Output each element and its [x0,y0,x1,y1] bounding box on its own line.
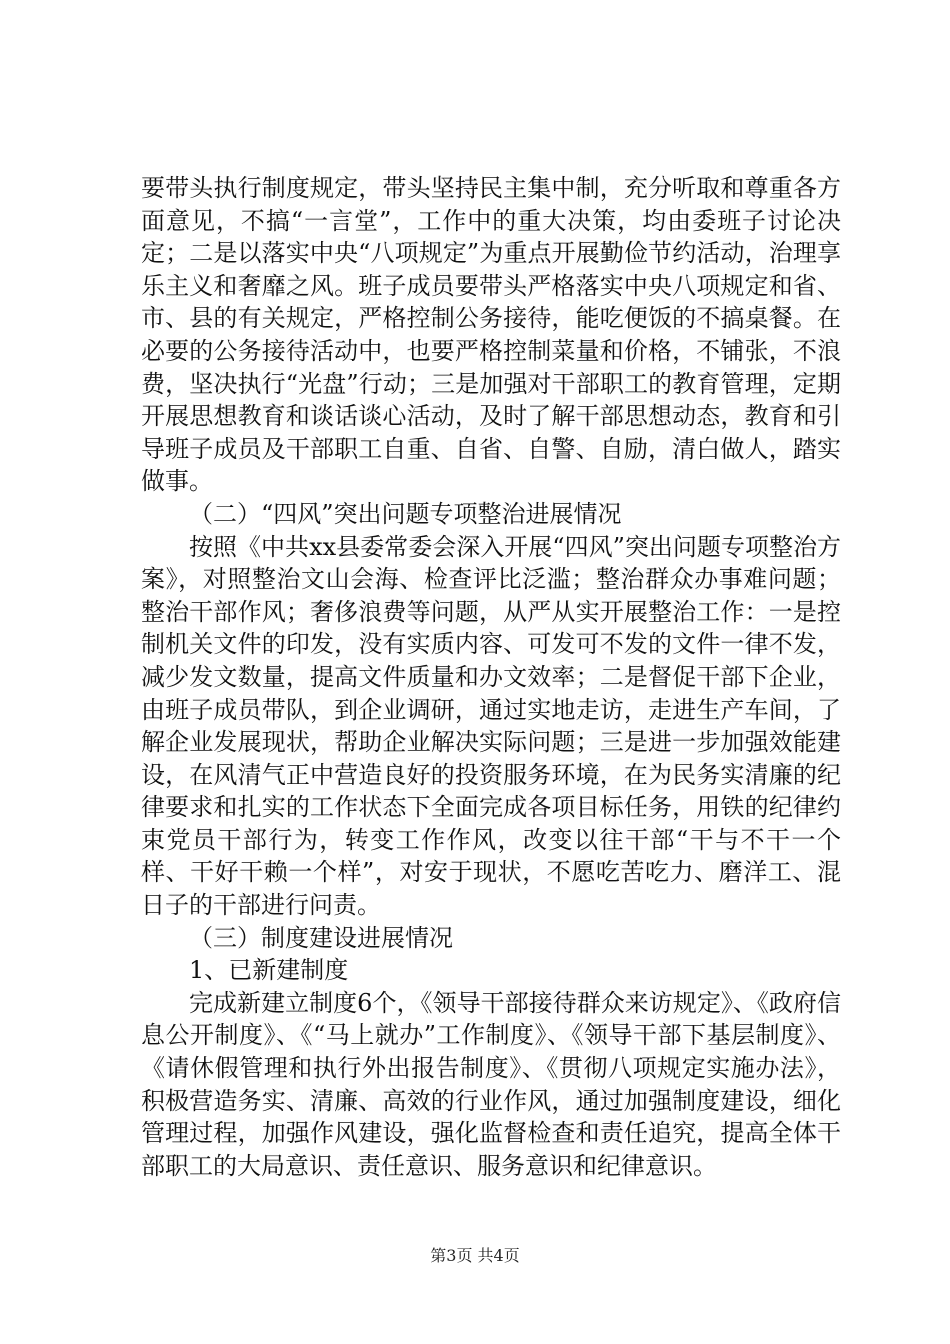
paragraph-leadership-discipline: 要带头执行制度规定，带头坚持民主集中制，充分听取和尊重各方面意见，不搞“一言堂”，工作中的重大决策，均由委班子讨论决定；二是以落实中央“八项规定”为重点开展勤俭节约活动，治理享乐主义和奢靡之风。班子成员要带头严格落实中央八项规定和省、市、县的有关规定，严格控制公务接待，能吃便饭的不搞桌餐。在必要的公务接待活动中，也要严格控制菜量和价格，不铺张，不浪费，坚决执行“光盘”行动；三是加强对干部职工的教育管理，定期开展思想教育和谈话谈心活动，及时了解干部思想动态，教育和引导班子成员及干部职工自重、自省、自警、自励，清白做人，踏实做事。 [141,174,841,496]
paragraph-new-systems: 完成新建立制度6个，《领导干部接待群众来访规定》、《政府信息公开制度》、《“马上就办”工作制度》、《领导干部下基层制度》、《请休假管理和执行外出报告制度》、《贯彻八项规定实施办法》，积极营造务实、清廉、高效的行业作风，通过加强制度建设，细化管理过程，加强作风建设，强化监督检查和责任追究，提高全体干部职工的大局意识、责任意识、服务意识和纪律意识。 [141,988,841,1180]
paragraph-rectification-work: 按照《中共xx县委常委会深入开展“四风”突出问题专项整治方案》，对照整治文山会海、检查评比泛滥；整治群众办事难问题；整治干部作风；奢侈浪费等问题，从严从实开展整治工作：一是控制机关文件的印发，没有实质内容、可发可不发的文件一律不发，减少发文数量，提高文件质量和办文效率；二是督促干部下企业，由班子成员带队，到企业调研，通过实地走访，走进生产车间，了解企业发展现状，帮助企业解决实际问题；三是进一步加强效能建设，在风清气正中营造良好的投资服务环境，在为民务实清廉的纪律要求和扎实的工作状态下全面完成各项目标任务，用铁的纪律约束党员干部行为，转变工作作风，改变以往干部“干与不干一个样、干好干赖一个样”，对安于现状，不愿吃苦吃力、磨洋工、混日子的干部进行问责。 [141,532,841,920]
page-number-footer: 第3页 共4页 [430,1246,520,1265]
document-body [141,172,841,1182]
section-heading-four-winds: （二）“四风”突出问题专项整治进展情况 [189,499,622,528]
section-heading-system-building: （三）制度建设进展情况 [189,923,453,952]
subsection-heading-new-systems: 1、已新建制度 [189,956,349,985]
